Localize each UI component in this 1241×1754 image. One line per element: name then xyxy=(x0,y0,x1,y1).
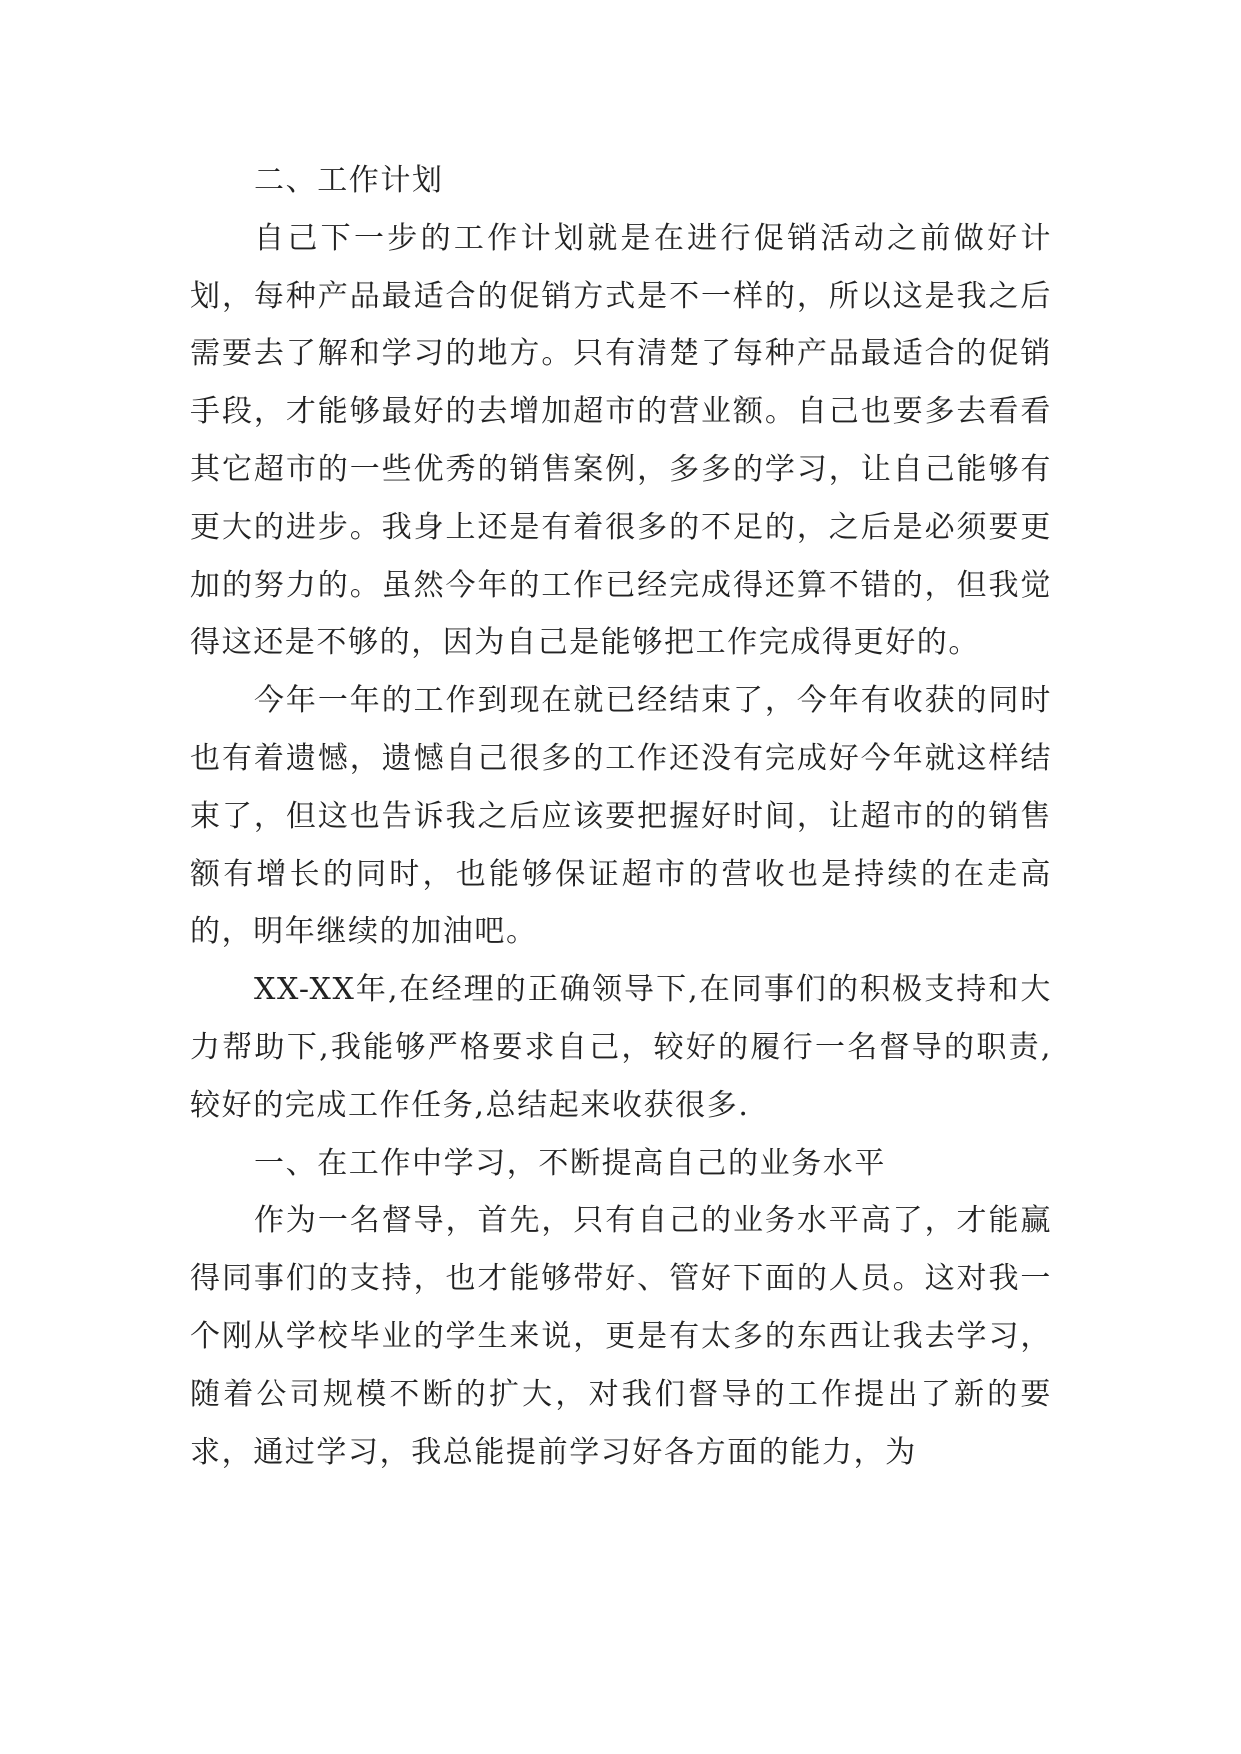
paragraph-learning: 作为一名督导，首先，只有自己的业务水平高了，才能赢得同事们的支持，也才能够带好、管好下面的人员。这对我一个刚从学校毕业的学生来说，更是有太多的东西让我去学习，随着公司规模不断的扩大，对我们督导的工作提出了新的要求，通过学习，我总能提前学习好各方面的能力，为 xyxy=(190,1203,1052,1470)
paragraph-year-summary: 今年一年的工作到现在就已经结束了，今年有收获的同时也有着遗憾，遗憾自己很多的工作还没有完成好今年就这样结束了，但这也告诉我之后应该要把握好时间，让超市的的销售额有增长的同时，也能够保证超市的营收也是持续的在走高的，明年继续的加油吧。 xyxy=(190,683,1052,950)
paragraph-work-plan: 自己下一步的工作计划就是在进行促销活动之前做好计划，每种产品最适合的促销方式是不一样的，所以这是我之后需要去了解和学习的地方。只有清楚了每种产品最适合的促销手段，才能够最好的去增加超市的营业额。自己也要多去看看其它超市的一些优秀的销售案例，多多的学习，让自己能够有更大的进步。我身上还是有着很多的不足的，之后是必须要更加的努力的。虽然今年的工作已经完成得还算不错的，但我觉得这还是不够的，因为自己是能够把工作完成得更好的。 xyxy=(190,220,1052,661)
section-heading-learning: 一、在工作中学习，不断提高自己的业务水平 xyxy=(254,1145,886,1181)
document-body xyxy=(190,152,1052,1481)
section-heading-work-plan: 二、工作计划 xyxy=(254,163,444,198)
paragraph-intro: XX-XX年,在经理的正确领导下,在同事们的积极支持和大力帮助下,我能够严格要求自己，较好的履行一名督导的职责,较好的完成工作任务,总结起来收获很多. xyxy=(190,972,1052,1123)
